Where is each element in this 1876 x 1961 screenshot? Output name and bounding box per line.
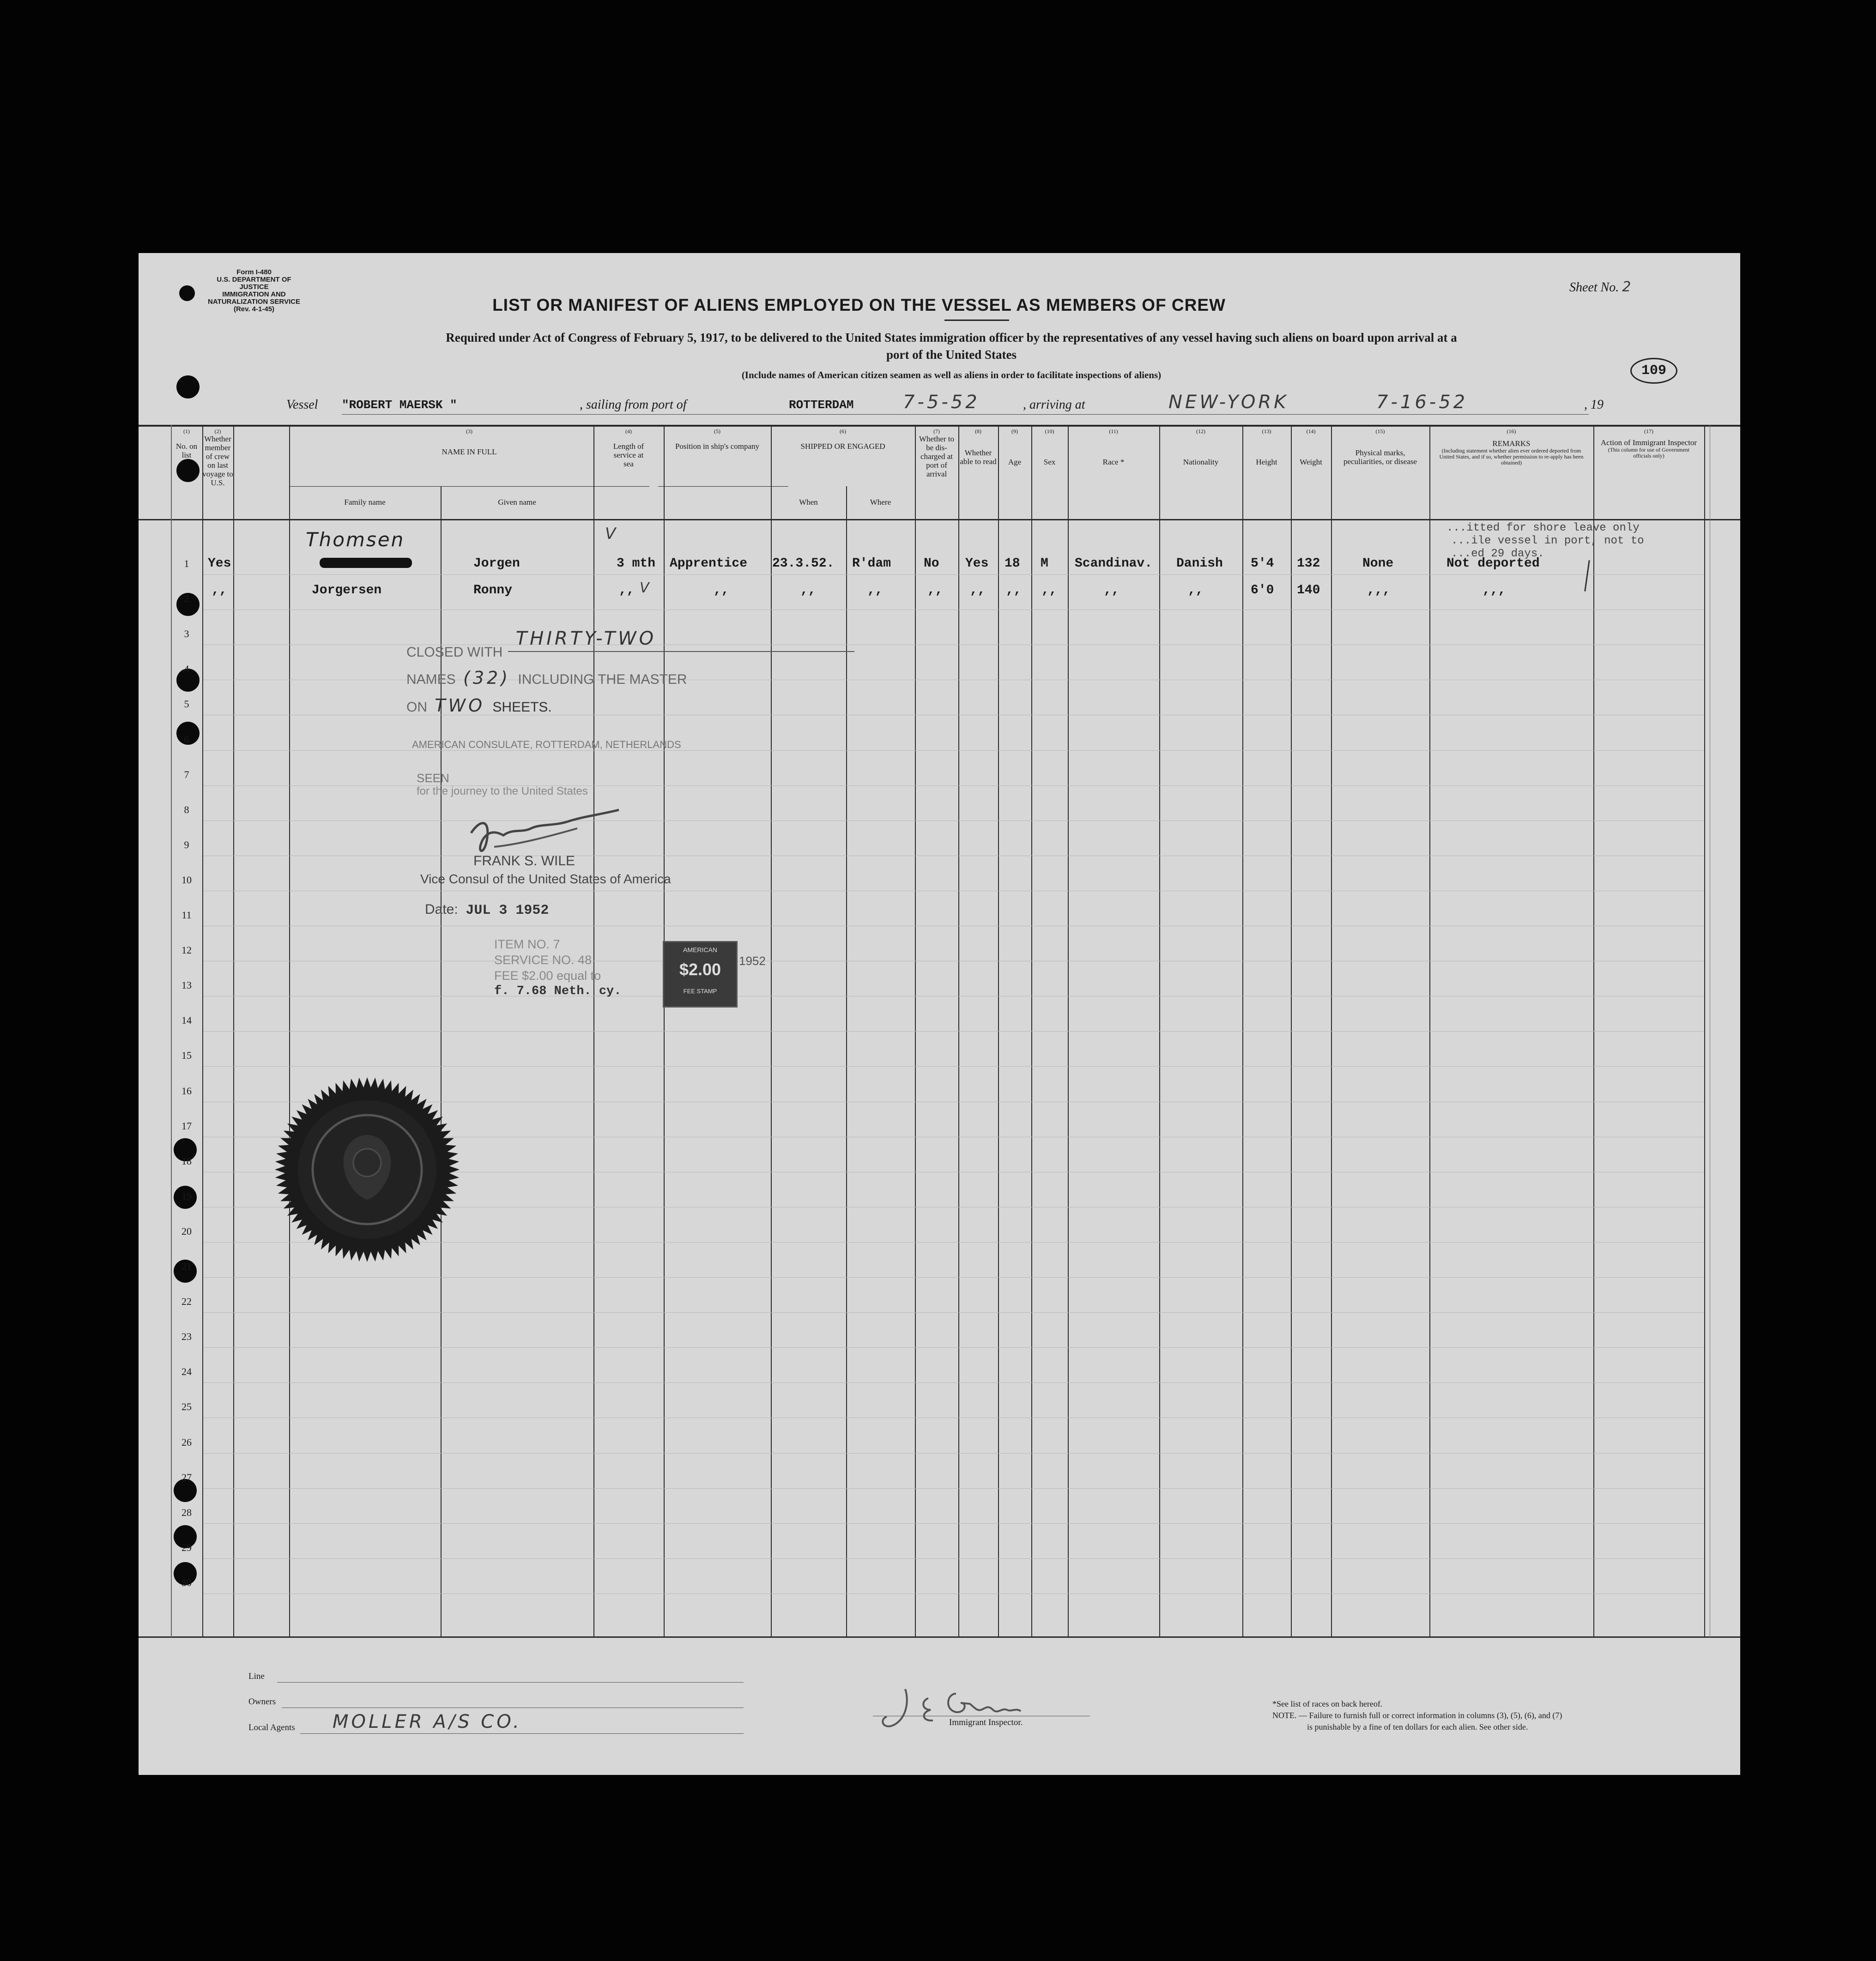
departure-date: 7-5-52	[903, 392, 980, 413]
row2-shipped-where: ,,	[867, 583, 883, 597]
line-number: 22	[182, 1296, 192, 1308]
penalty-note-2: is punishable by a fine of ten dollars for each alien. See other side.	[1307, 1722, 1528, 1732]
row2-able-to-read: ,,	[970, 583, 986, 597]
line-number: 11	[182, 909, 192, 921]
row1-weight: 132	[1297, 556, 1320, 571]
sheet-label: Sheet No. 2	[1569, 279, 1634, 295]
footer-agents-label: Local Agents	[248, 1723, 295, 1732]
row1-length-of-service: 3 mth	[617, 556, 656, 571]
subtitle-line-2: port of the United States	[886, 348, 1017, 362]
line-number: 2	[184, 593, 189, 605]
col-header-8: (8) Whether able to read	[960, 428, 997, 466]
line-number: 3	[184, 628, 189, 640]
line-number: 13	[182, 979, 192, 991]
inspector-label: Immigrant Inspector.	[949, 1718, 1023, 1727]
row1-sex: M	[1041, 556, 1048, 571]
line-number: 28	[182, 1506, 192, 1518]
col-header-14: (14) Weight	[1300, 428, 1322, 466]
arrival-date: 7-16-52	[1376, 392, 1468, 413]
row-rule	[203, 1347, 1704, 1348]
shipped-subheader-rule	[658, 486, 788, 487]
col-header-when: When	[799, 498, 818, 507]
row-rule	[203, 1312, 1704, 1313]
column-rule	[171, 425, 172, 1637]
line-number: 20	[182, 1225, 192, 1237]
line-number: 1	[184, 558, 189, 569]
row2-length-of-service: ,,	[619, 583, 635, 597]
races-note: *See list of races on back hereof.	[1272, 1699, 1383, 1708]
row1-family-name-handwritten: Thomsen	[306, 528, 405, 551]
row1-check-mark: V	[605, 525, 619, 543]
closing-count-word: THIRTY-TWO	[515, 628, 657, 649]
closing-stamp-rule	[508, 651, 854, 652]
col-header-6: (6) SHIPPED OR ENGAGED	[800, 428, 885, 451]
departure-port: ROTTERDAM	[789, 398, 854, 412]
line-number: 4	[184, 663, 189, 675]
line-number: 10	[182, 874, 192, 886]
col-header-family-name: Family name	[344, 498, 386, 507]
row2-physical-marks: ,,,	[1367, 583, 1391, 597]
line-number: 19	[182, 1190, 192, 1202]
consulate-heading: AMERICAN CONSULATE, ROTTERDAM, NETHERLANDS	[412, 739, 681, 750]
line-number: 18	[182, 1155, 192, 1167]
row1-discharge: No	[924, 556, 939, 571]
row-rule	[203, 1593, 1704, 1594]
line-number: 21	[182, 1261, 192, 1272]
line-number: 9	[184, 839, 189, 851]
consul-name: FRANK S. WILE	[473, 853, 575, 869]
col-header-2: (2) Whether member of crew on last voyage to U.S.	[202, 428, 233, 487]
col-header-3: (3) NAME IN FULL	[442, 428, 497, 456]
row2-age: ,,	[1006, 583, 1022, 597]
form-title: LIST OR MANIFEST OF ALIENS EMPLOYED ON THE VESSEL AS MEMBERS OF CREW	[492, 296, 1226, 314]
form-number: Form I-480	[236, 268, 272, 276]
row2-family-name: Jorgersen	[312, 583, 382, 597]
row1-prev-voyage: Yes	[208, 556, 231, 571]
line-number: 30	[182, 1576, 192, 1588]
row1-shipped-where: R'dam	[852, 556, 891, 571]
line-number: 23	[182, 1331, 192, 1343]
row2-sex: ,,	[1041, 583, 1057, 597]
col-header-16: (16) REMARKS (Including statement whether alien ever ordered deported from United States, and if so, whether permission to re-apply has been obtained)	[1439, 428, 1584, 466]
line-number: 14	[182, 1014, 192, 1026]
form-identifier	[203, 269, 305, 313]
line-number: 15	[182, 1050, 192, 1062]
form-dept: U.S. DEPARTMENT OF JUSTICE	[217, 276, 291, 291]
line-number: 17	[182, 1120, 192, 1132]
row-rule	[203, 1558, 1704, 1559]
col-header-where: Where	[870, 498, 891, 507]
line-number: 7	[184, 768, 189, 780]
row2-height: 6'0	[1251, 583, 1274, 597]
col-header-9: (9) Age	[1008, 428, 1022, 466]
row2-discharge: ,,	[927, 583, 943, 597]
line-number: 12	[182, 944, 192, 956]
form-rev: (Rev. 4-1-45)	[233, 305, 275, 313]
form-service: IMMIGRATION AND NATURALIZATION SERVICE	[207, 290, 300, 306]
footer-agents-rule	[300, 1733, 744, 1734]
closing-sheet-count: TWO	[435, 695, 485, 716]
column-rule	[846, 486, 847, 1637]
fee-stamp-year: 1952	[739, 954, 766, 968]
fee-stamp: AMERICAN $2.00 FEE STAMP	[663, 941, 738, 1008]
col-header-11: (11) Race *	[1102, 428, 1125, 466]
arriving-label: , arriving at	[1023, 398, 1085, 412]
col-header-17: (17) Action of Immigrant Inspector (This column for use of Government officials only)	[1600, 428, 1697, 459]
line-number: 16	[182, 1085, 192, 1097]
vessel-label: Vessel	[286, 398, 318, 412]
row2-remarks: ,,,	[1483, 583, 1506, 597]
row1-remarks: Not deported	[1446, 556, 1540, 571]
col-header-5: (5) Position in ship's company	[675, 428, 760, 451]
vessel-name: "ROBERT MAERSK "	[342, 398, 457, 412]
row1-shipped-when: 23.3.52.	[772, 556, 835, 571]
row2-given-name: Ronny	[473, 583, 513, 597]
manifest-sheet	[139, 253, 1740, 1775]
consulate-journey: for the journey to the United States	[417, 785, 588, 797]
col-header-7: (7) Whether to be dis-charged at port of arrival	[919, 428, 954, 478]
name-subheader-rule	[289, 486, 649, 487]
sailing-label: , sailing from port of	[580, 398, 687, 412]
col-header-12: (12) Nationality	[1183, 428, 1219, 466]
consulate-date: Date: JUL 3 1952	[425, 902, 549, 918]
consul-signature	[462, 801, 628, 861]
consular-fee-stamp: ITEM NO. 7 SERVICE NO. 48 FEE $2.00 equal to f. 7.68 Neth. cy.	[494, 937, 622, 998]
row2-race: ,,	[1104, 583, 1120, 597]
vessel-line-rule	[342, 414, 1589, 415]
table-bottom-rule	[139, 1636, 1740, 1638]
arrival-port: NEW-YORK	[1168, 392, 1289, 413]
line-number: 24	[182, 1366, 192, 1378]
row1-age: 18	[1005, 556, 1020, 571]
punch-hole	[176, 375, 200, 398]
title-underline	[944, 320, 1009, 321]
shore-leave-stamp: ...itted for shore leave only ...ile vessel in port, not to ...ed 29 days.	[1446, 522, 1644, 560]
row1-race: Scandinav.	[1075, 556, 1153, 571]
row1-position: Apprentice	[670, 556, 748, 571]
row2-prev-voyage: ,,	[212, 583, 227, 597]
closing-stamp: CLOSED WITH THIRTY-TWO NAMES (32) INCLUDING THE MASTER ON TWO SHEETS.	[406, 628, 687, 716]
row2-position: ,,	[714, 583, 729, 597]
row-rule	[203, 1523, 1704, 1524]
row-rule	[203, 609, 1704, 610]
col-header-10: (10) Sex	[1043, 428, 1056, 466]
sheet-stamp-number: 109	[1630, 358, 1677, 384]
embossed-seal	[272, 1075, 462, 1264]
row-rule	[203, 1277, 1704, 1278]
footer-line-label: Line	[248, 1671, 265, 1681]
remarks-tick-mark	[1584, 560, 1590, 591]
line-number: 6	[184, 733, 189, 745]
table-top-rule	[139, 425, 1740, 427]
col-header-4: (4) Length of service at sea	[613, 428, 644, 468]
header-bottom-rule	[139, 519, 1740, 520]
row1-able-to-read: Yes	[965, 556, 989, 571]
penalty-note-1: NOTE. — Failure to furnish full or correct information in columns (3), (5), (6), and (7)	[1272, 1711, 1562, 1720]
year-label: , 19	[1584, 398, 1604, 412]
row2-check-mark: V	[640, 580, 652, 596]
subtitle-line-1: Required under Act of Congress of February 5, 1917, to be delivered to the United States immigration officer by the representatives of any vessel having such aliens on board upon arrival at a	[446, 331, 1457, 344]
sheet-number: 2	[1622, 279, 1634, 295]
row1-family-name-redaction	[320, 558, 412, 568]
row2-nationality: ,,	[1188, 583, 1204, 597]
row2-weight: 140	[1297, 583, 1320, 597]
footer-owners-label: Owners	[248, 1697, 276, 1707]
col-header-1: (1) No. on list	[175, 428, 198, 459]
row-rule	[203, 1066, 1704, 1067]
line-number: 8	[184, 803, 189, 815]
row-rule	[203, 1453, 1704, 1454]
col-header-13: (13) Height	[1256, 428, 1277, 466]
column-rule	[1704, 425, 1705, 1637]
consul-title: Vice Consul of the United States of America	[420, 872, 671, 886]
row2-shipped-when: ,,	[800, 583, 816, 597]
line-number: 27	[182, 1471, 192, 1483]
row-rule	[203, 1488, 1704, 1489]
closing-count-number: (32)	[463, 668, 511, 688]
row-rule	[203, 1031, 1704, 1032]
row-rule	[203, 574, 1704, 575]
col-header-15: (15) Physical marks, peculiarities, or disease	[1343, 428, 1417, 466]
punch-hole	[179, 285, 195, 301]
footer-line-rule	[277, 1682, 744, 1683]
row1-nationality: Danish	[1176, 556, 1223, 571]
line-number: 5	[184, 698, 189, 710]
row1-given-name: Jorgen	[473, 556, 520, 571]
subtitle-line-3: (Include names of American citizen seamen as well as aliens in order to facilitate inspections of aliens)	[741, 369, 1162, 380]
consulate-date-value: JUL 3 1952	[466, 903, 549, 918]
row1-physical-marks: None	[1362, 556, 1394, 571]
row-rule	[203, 1382, 1704, 1383]
line-number: 26	[182, 1436, 192, 1448]
local-agents-value: MOLLER A/S CO.	[333, 1711, 522, 1732]
punch-hole	[176, 459, 200, 482]
row1-height: 5'4	[1251, 556, 1274, 571]
line-number: 29	[182, 1541, 192, 1553]
consulate-seen: SEEN	[417, 771, 449, 785]
col-header-given-name: Given name	[498, 498, 536, 507]
line-number: 25	[182, 1401, 192, 1413]
